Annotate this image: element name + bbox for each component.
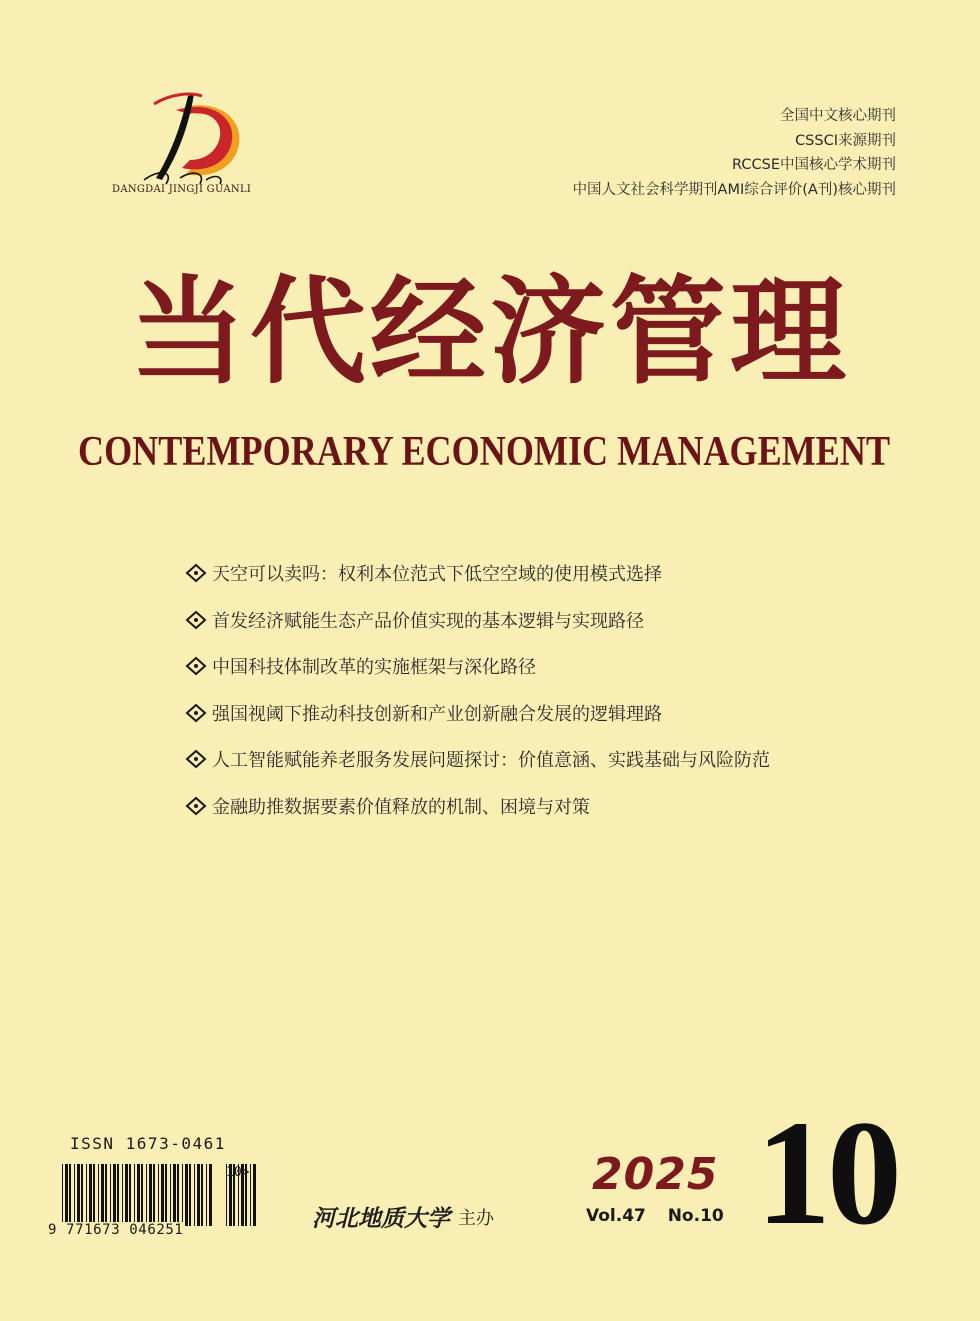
indexing-item: RCCSE中国核心学术期刊 (732, 157, 896, 173)
number-label: No.10 (667, 1206, 724, 1226)
sponsor-name: 河北地质大学 (312, 1205, 450, 1232)
diamond-bullet-icon (184, 656, 208, 676)
article-item (184, 643, 770, 690)
indexing-item: 全国中文核心期刊 (780, 108, 896, 124)
article-item (184, 783, 770, 830)
article-title: 金融助推数据要素价值释放的机制、困境与对策 (212, 796, 590, 818)
barcode-number: 9 771673 046251 (48, 1222, 184, 1238)
article-title: 人工智能赋能养老服务发展问题探讨：价值意涵、实践基础与风险防范 (212, 750, 770, 772)
diamond-bullet-icon (184, 610, 208, 630)
journal-title-chinese: 当代经济管理 (130, 264, 850, 400)
volume-label: Vol.47 (586, 1206, 646, 1226)
article-item (184, 736, 770, 783)
journal-title-english: CONTEMPORARY ECONOMIC MANAGEMENT (78, 429, 891, 475)
journal-logo (110, 88, 280, 198)
publication-year: 2025 (592, 1149, 719, 1200)
article-title: 中国科技体制改革的实施框架与深化路径 (212, 657, 536, 679)
diamond-bullet-icon (184, 703, 208, 723)
article-title: 强国视阈下推动科技创新和产业创新融合发展的逻辑理路 (212, 703, 662, 725)
logo-caption: DANGDAI JINGJI GUANLI (112, 184, 252, 195)
issn-label: ISSN 1673-0461 (70, 1134, 226, 1153)
barcode-addon-number: 10> (226, 1165, 250, 1180)
diamond-bullet-icon (184, 749, 208, 769)
article-item (184, 550, 770, 597)
barcode-icon (62, 1164, 212, 1226)
indexing-list (573, 104, 896, 202)
diamond-bullet-icon (184, 563, 208, 583)
article-title: 首发经济赋能生态产品价值实现的基本逻辑与实现路径 (212, 610, 644, 632)
article-item (184, 690, 770, 737)
volume-number-line (586, 1206, 724, 1226)
sponsor-role: 主办 (458, 1208, 494, 1229)
featured-articles (184, 550, 770, 829)
indexing-item: CSSCI来源期刊 (795, 132, 896, 149)
article-item (184, 597, 770, 644)
article-title: 天空可以卖吗：权利本位范式下低空空域的使用模式选择 (212, 564, 662, 586)
diamond-bullet-icon (184, 796, 208, 816)
indexing-item: 中国人文社会科学期刊AMI综合评价(A刊)核心期刊 (572, 181, 896, 198)
issue-number: 10 (756, 1090, 898, 1256)
